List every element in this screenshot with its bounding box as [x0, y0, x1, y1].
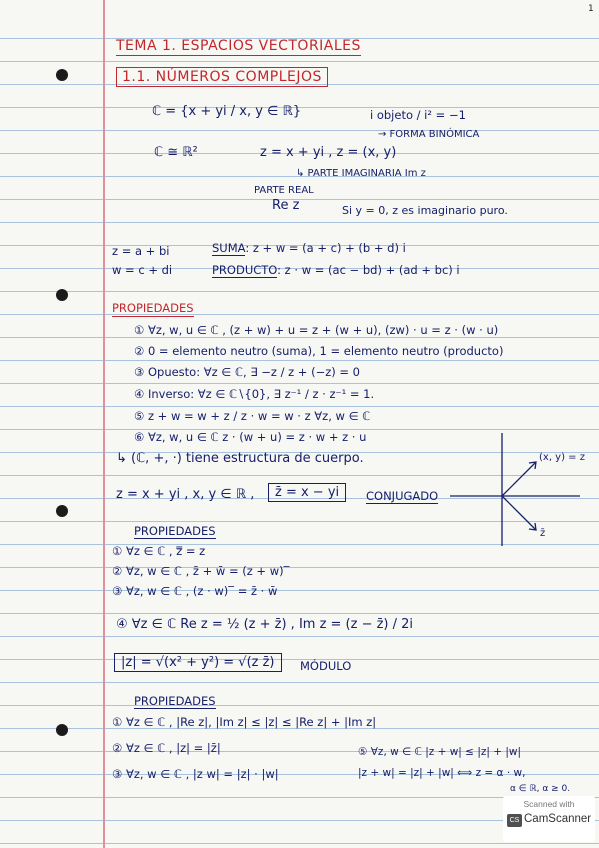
- z-form: z = x + yi , z = (x, y): [260, 145, 397, 160]
- imaginary-unit-note: i objeto / i² = −1: [370, 108, 466, 122]
- property-item-equality: |z + w| = |z| + |w| ⟺ z = α · w,: [358, 767, 526, 779]
- watermark-caption: Scanned with: [523, 799, 575, 809]
- page-title: TEMA 1. ESPACIOS VECTORIALES: [116, 38, 361, 54]
- sum-label: SUMA: [212, 241, 246, 255]
- modulus-label: MÓDULO: [300, 659, 352, 673]
- camscanner-logo-icon: CS: [507, 814, 522, 827]
- field-structure-note: ↳ (ℂ, +, ·) tiene estructura de cuerpo.: [116, 451, 364, 466]
- property-item: ③ ∀z, w ∈ ℂ , |z w| = |z| · |w|: [112, 767, 279, 781]
- property-item: ① ∀z, w, u ∈ ℂ , (z + w) + u = z + (w + u), (zw) · u = z · (w · u): [134, 323, 499, 337]
- punch-hole: [56, 724, 68, 736]
- page-corner-mark: 1: [588, 4, 594, 14]
- product-formula: : z · w = (ac − bd) + (ad + bc) i: [277, 263, 460, 277]
- margin-line: [103, 0, 105, 848]
- watermark-brand: CamScanner: [524, 813, 592, 825]
- property-item: ① ∀z ∈ ℂ , |Re z|, |Im z| ≤ |z| ≤ |Re z| + |Im z|: [112, 715, 377, 729]
- property-item: ② 0 = elemento neutro (suma), 1 = elemento neutro (producto): [134, 344, 504, 358]
- conjugate-formula: z̄ = x − yi: [268, 483, 346, 502]
- property-item: ① ∀z ∈ ℂ , z̿ = z: [112, 544, 206, 558]
- product-label: PRODUCTO: [212, 263, 278, 277]
- modulus-formula: |z| = √(x² + y²) = √(z z̄): [114, 653, 282, 672]
- pure-imaginary-note: Si y = 0, z es imaginario puro.: [342, 204, 508, 217]
- punch-hole: [56, 69, 68, 81]
- real-part-symbol: Re z: [272, 198, 300, 213]
- point-label: (x, y) = z: [539, 452, 585, 463]
- property-item: ③ Opuesto: ∀z ∈ ℂ, ∃ −z / z + (−z) = 0: [134, 365, 360, 379]
- property-item: ⑤ z + w = w + z / z · w = w · z ∀z, w ∈ ℂ: [134, 409, 371, 423]
- property-item: ③ ∀z, w ∈ ℂ , (z · w)‾ = z̄ · w̄: [112, 584, 278, 598]
- complex-plane-sketch: [440, 428, 590, 558]
- property-item: ④ ∀z ∈ ℂ Re z = ½ (z + z̄) , Im z = (z − z̄) / 2i: [116, 617, 414, 632]
- conjugate-definition: z = x + yi , x, y ∈ ℝ ,: [116, 487, 255, 502]
- binomial-form-label: → FORMA BINÓMICA: [378, 129, 480, 140]
- conjugate-point-label: z̄: [540, 528, 546, 539]
- section-title: 1.1. NÚMEROS COMPLEJOS: [116, 67, 328, 87]
- punch-hole: [56, 505, 68, 517]
- scanner-watermark: [503, 796, 595, 842]
- property-item-condition: α ∈ ℝ, α ≥ 0.: [510, 784, 571, 794]
- complex-set-definition: ℂ = {x + yi / x, y ∈ ℝ}: [152, 104, 302, 119]
- properties-title: PROPIEDADES: [112, 301, 194, 315]
- isomorphism-note: ℂ ≅ ℝ²: [154, 145, 198, 160]
- properties-title: PROPIEDADES: [134, 524, 216, 538]
- property-item: ② ∀z, w ∈ ℂ , z̄ + w̄ = (z + w)‾: [112, 564, 290, 578]
- w-binomial: w = c + di: [112, 263, 173, 277]
- z-binomial: z = a + bi: [112, 244, 170, 258]
- properties-title: PROPIEDADES: [134, 694, 216, 708]
- real-part-label: PARTE REAL: [254, 185, 314, 196]
- sum-formula: : z + w = (a + c) + (b + d) i: [245, 241, 406, 255]
- property-item: ⑤ ∀z, w ∈ ℂ |z + w| ≤ |z| + |w|: [358, 746, 522, 758]
- conjugate-label: CONJUGADO: [366, 489, 439, 503]
- property-item: ② ∀z ∈ ℂ , |z| = |z̄|: [112, 741, 221, 755]
- imaginary-part-label: ↳ PARTE IMAGINARIA Im z: [296, 168, 426, 179]
- punch-hole: [56, 289, 68, 301]
- property-item: ⑥ ∀z, w, u ∈ ℂ z · (w + u) = z · w + z · u: [134, 430, 367, 444]
- property-item: ④ Inverso: ∀z ∈ ℂ∖{0}, ∃ z⁻¹ / z · z⁻¹ = 1.: [134, 387, 375, 401]
